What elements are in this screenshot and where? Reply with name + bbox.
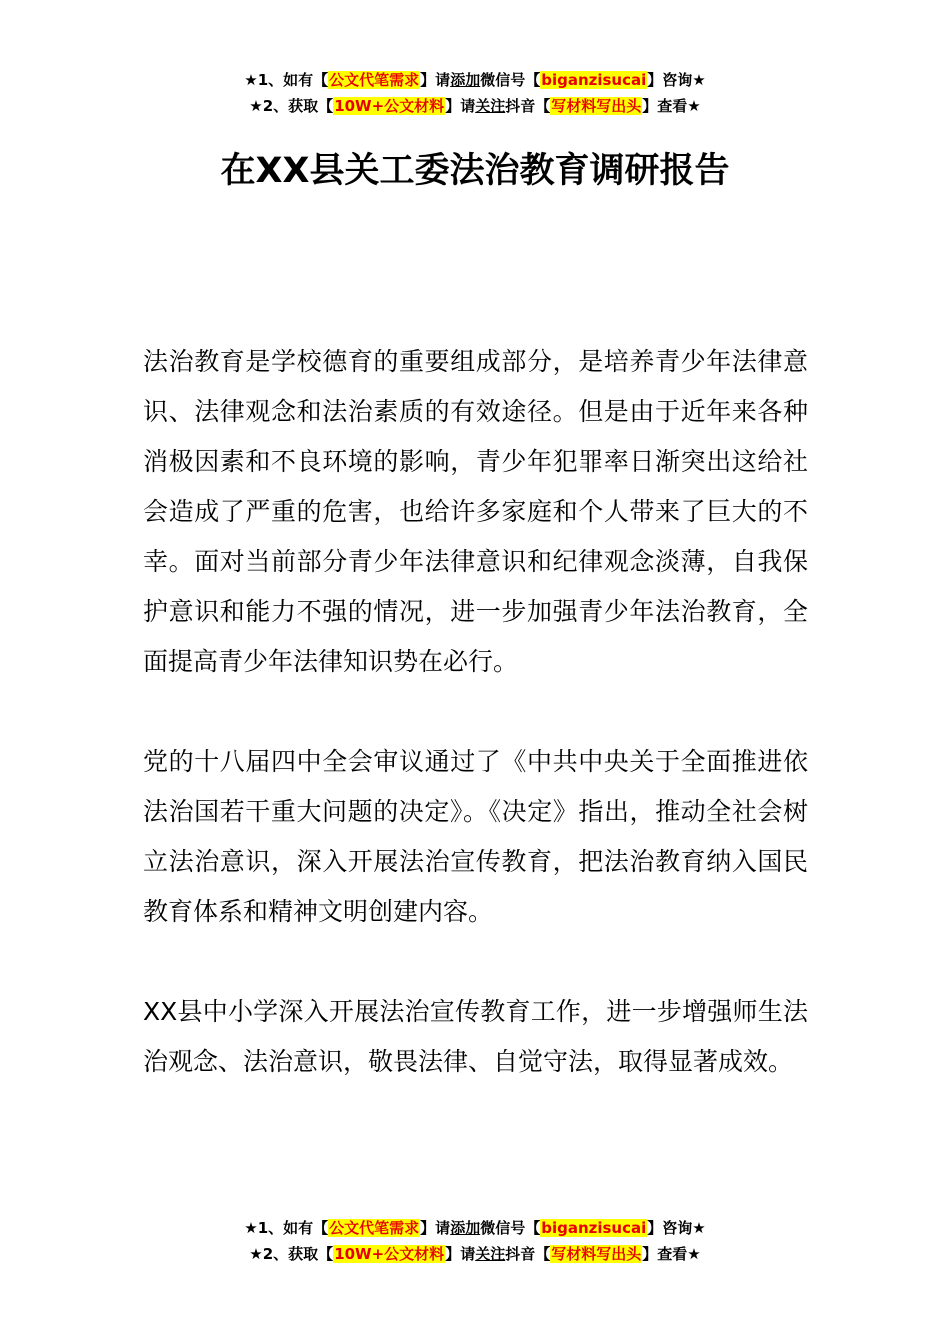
header-ad-line-2 [0,93,950,119]
footer-ad-banner [0,1215,950,1267]
ad-text: 】请 [420,1219,451,1237]
ad-text: 】咨询★ [647,1219,706,1237]
ad-text: 】咨询★ [647,71,706,89]
ad-text: 】查看★ [642,1245,701,1263]
document-title: 在XX县关工委法治教育调研报告 [220,151,730,191]
ad-text: 抖音【 [505,1245,551,1263]
ad-underlined-text: 添加 [450,1219,481,1237]
footer-ad-line-1 [0,1215,950,1241]
ad-text: 】请 [420,71,451,89]
ad-text: ★2、获取【 [249,97,334,115]
ad-underlined-text: 添加 [450,71,481,89]
ad-text: ★2、获取【 [249,1245,334,1263]
body-paragraph: 法治教育是学校德育的重要组成部分，是培养青少年法律意识、法律观念和法治素质的有效途径。但是由于近年来各种消极因素和不良环境的影响，青少年犯罪率日渐突出这给社会造成了严重的危害，也给许多家庭和个人带来了巨大的不幸。面对当前部分青少年法律意识和纪律观念淡薄，自我保护意识和能力不强的情况，进一步加强青少年法治教育，全面提高青少年法律知识势在必行。 [143,347,808,676]
ad-text: 微信号【 [480,1219,541,1237]
body-paragraph: 党的十八届四中全会审议通过了《中共中央关于全面推进依法治国若干重大问题的决定》。《决定》指出，推动全社会树立法治意识，深入开展法治宣传教育，把法治教育纳入国民教育体系和精神文明创建内容。 [143,747,808,926]
ad-text: 】请 [445,1245,476,1263]
ad-highlight-wechat-id: biganzisucai [541,71,647,89]
ad-highlight-douyin-account: 写材料写出头 [551,1245,642,1263]
body-paragraph: XX县中小学深入开展法治宣传教育工作，进一步增强师生法治观念、法治意识，敬畏法律、自觉守法，取得显著成效。 [143,997,808,1076]
ad-text: 】查看★ [642,97,701,115]
ad-highlight-service: 公文代笔需求 [329,1219,420,1237]
ad-text: 微信号【 [480,71,541,89]
ad-highlight-service: 公文代笔需求 [329,71,420,89]
ad-text: ★1、如有【 [244,71,329,89]
ad-highlight-materials: 10W+公文材料 [334,1245,445,1263]
ad-underlined-text: 关注 [475,97,506,115]
ad-highlight-materials: 10W+公文材料 [334,97,445,115]
ad-text: ★1、如有【 [244,1219,329,1237]
ad-highlight-douyin-account: 写材料写出头 [551,97,642,115]
header-ad-line-1 [0,67,950,93]
ad-underlined-text: 关注 [475,1245,506,1263]
document-body [143,337,808,1137]
footer-ad-line-2 [0,1241,950,1267]
ad-text: 抖音【 [505,97,551,115]
ad-highlight-wechat-id: biganzisucai [541,1219,647,1237]
ad-text: 】请 [445,97,476,115]
header-ad-banner [0,67,950,119]
